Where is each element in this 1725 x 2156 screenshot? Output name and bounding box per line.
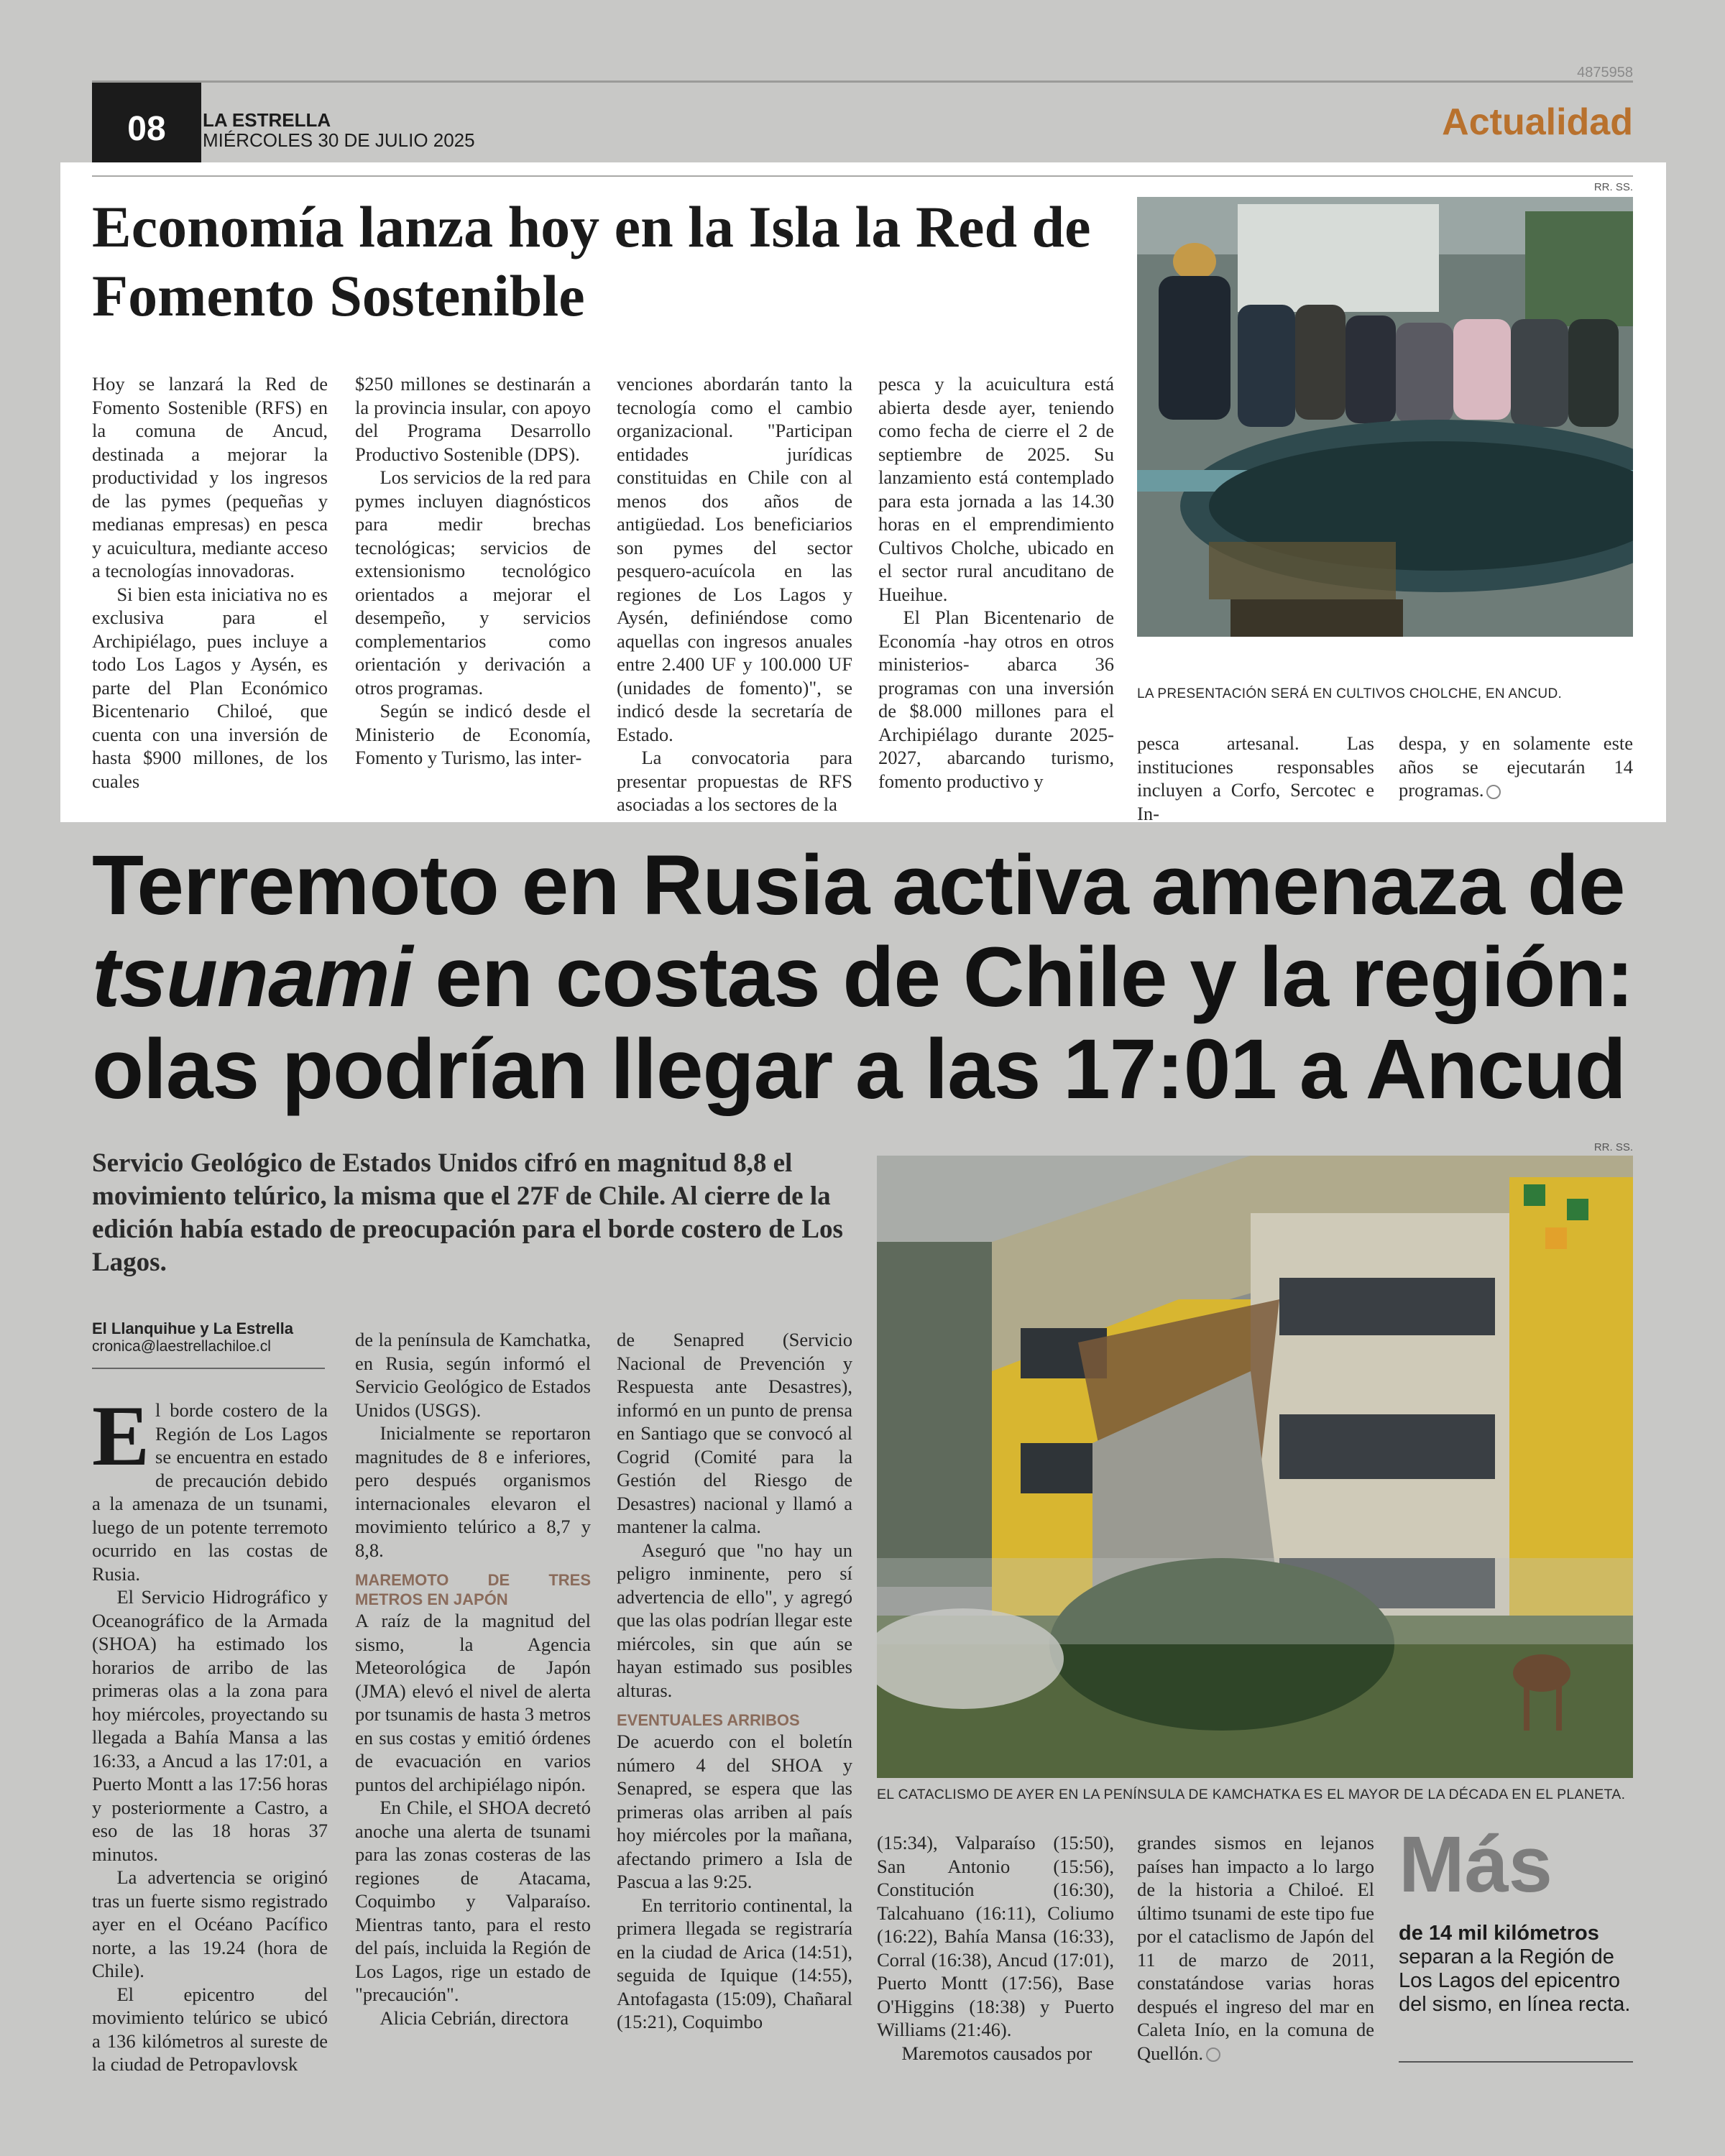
paragraph: En Chile, el SHOA decretó anoche una alerta de tsunami para las zonas costeras de las regiones de Atacama, Coquimbo y Valparaíso. Mientras tanto, para el resto del país, incluida la Región de Los Lagos, rige un estado de "precaución". bbox=[355, 1797, 591, 2005]
paragraph: La advertencia se originó tras un fuerte sismo registrado ayer en el Océano Pacífico norte, a las 19.24 (hora de Chile). bbox=[92, 1866, 328, 1981]
lead-text: l borde costero de la Región de Los Lagos se encuentra en estado de precaución debido a la amenaza de un tsunami, luego de un potente terremoto ocurrido en las costas de Rusia. bbox=[92, 1399, 328, 1585]
subheading: EVENTUALES ARRIBOS bbox=[617, 1711, 800, 1729]
paragraph: El Servicio Hidrográfico y Oceanográfico de la Armada (SHOA) ha estimado los horarios de arribo de las primeras olas a la zona para hoy miércoles, proyectando su llegada a Bahía Mansa a las 16:33, a Ancud a las 17:01, a Puerto Montt a las 17:56 horas y posteriormente a Castro, a eso de las 18 horas 37 minutos. bbox=[92, 1586, 328, 1865]
photo-people-at-fish-tank bbox=[1137, 197, 1633, 637]
article2-column-1 bbox=[92, 1388, 328, 2076]
end-mark-icon bbox=[1486, 785, 1501, 799]
article1-headline: Economía lanza hoy en la Isla la Red de Fomento Sostenible bbox=[92, 194, 1091, 328]
paragraph: Si bien esta iniciativa no es exclusiva para el Archipiélago, pues incluye a todo Los Lagos y Aysén, es parte del Plan Económico Bicentenario Chiloé, que cuenta con una inversión de hasta $900 millones, de los cuales bbox=[92, 583, 328, 792]
fact-box-title: Más bbox=[1399, 1820, 1552, 1909]
article1-photo-caption: LA PRESENTACIÓN SERÁ EN CULTIVOS CHOLCHE, EN ANCUD. bbox=[1137, 686, 1563, 701]
article2-column-4 bbox=[877, 1831, 1114, 2065]
paragraph-text: despa, y en solamente este años se ejecutarán 14 programas. bbox=[1399, 732, 1633, 801]
paragraph: pesca y la acuicultura está abierta desde ayer, teniendo como fecha de cierre el 2 de septiembre de 2025. Su lanzamiento está contemplado para esta jornada a las 14.30 horas en el emprendimiento Cultivos Cholche, ubicado en el sector rural ancuditano de Hueihue. bbox=[878, 373, 1114, 605]
paragraph: Alicia Cebrián, directora bbox=[380, 2007, 569, 2029]
byline-author: El Llanquihue y La Estrella bbox=[92, 1319, 293, 1337]
article1-column-3 bbox=[617, 372, 852, 816]
header-rule bbox=[92, 80, 1633, 83]
article2-deck: Servicio Geológico de Estados Unidos cifró en magnitud 8,8 el movimiento telúrico, la misma que el 27F de Chile. Al cierre de la edición había estado de preocupación para el borde costero de Los Lagos. bbox=[92, 1148, 843, 1277]
paragraph: Los servicios de la red para pymes incluyen diagnósticos para medir brechas tecnológicas; servicios de extensionismo tecnológico orientados a mejorar el desempeño, y servicios complementarios como orientación y derivación a otros programas. bbox=[355, 466, 591, 699]
paragraph: Maremotos causados por bbox=[901, 2042, 1092, 2064]
byline-email: cronica@laestrellachiloe.cl bbox=[92, 1338, 271, 1355]
fact-box-rule bbox=[1399, 2061, 1633, 2063]
article2-column-5 bbox=[1137, 1831, 1374, 2065]
paragraph: En territorio continental, la primera llegada se registraría en la ciudad de Arica (14:51), seguida de Iquique (14:55), Antofagasta (15:09), Chañaral (15:21), Coquimbo bbox=[617, 1894, 852, 2032]
drop-cap: E bbox=[92, 1388, 150, 1483]
lead-paragraph bbox=[92, 1388, 328, 1585]
photo-credit: RR. SS. bbox=[1593, 1141, 1633, 1153]
paragraph: Hoy se lanzará la Red de Fomento Sostenible (RFS) en la comuna de Ancud, destinada a mejorar la productividad y los ingresos de las pymes (pequeñas y medianas empresas) en pesca y acuicultura, mediante acceso a tecnologías innovadoras. bbox=[92, 373, 328, 581]
paragraph bbox=[1399, 732, 1633, 802]
paragraph: Inicialmente se reportaron magnitudes de 8 e inferiores, pero después organismos internacionales elevaron el movimiento telúrico a 8,7 y 8,8. bbox=[355, 1422, 591, 1561]
page-code: 4875958 bbox=[1577, 65, 1633, 80]
headline-part: Terremoto en Rusia activa amenaza de bbox=[92, 838, 1625, 933]
fact-box-figure: de 14 mil kilómetros bbox=[1399, 1922, 1599, 1945]
paragraph bbox=[1137, 1831, 1374, 2065]
page-number: 08 bbox=[92, 83, 201, 175]
article1-photo bbox=[1137, 197, 1633, 637]
paragraph: venciones abordarán tanto la tecnología como el cambio organizacional. "Participan entidades jurídicas constituidas en Chile con al menos dos años de antigüedad. Los beneficiarios son pymes del sector pesquero-acuícola en las regiones de Los Lagos y Aysén, definiéndose como aquellas con ingresos anuales entre 2.400 UF y 100.000 UF (unidades de fomento)", se indicó desde la secretaría de Estado. bbox=[617, 373, 852, 745]
paragraph: Según se indicó desde el Ministerio de Economía, Fomento y Turismo, las inter- bbox=[355, 700, 591, 768]
paragraph: La convocatoria para presentar propuestas de RFS asociadas a los sectores de la bbox=[617, 747, 852, 815]
paragraph: (15:34), Valparaíso (15:50), San Antonio (15:56), Constitución (16:30), Talcahuano (16:11), Coliumo (16:22), Bahía Mansa (16:33), Corral (16:38), Ancud (17:01), Puerto Montt (17:56), Base O'Higgins (18:38) y Puerto Williams (21:46). bbox=[877, 1832, 1114, 2040]
article1-column-6 bbox=[1399, 732, 1633, 802]
fact-box-text bbox=[1399, 1922, 1633, 2017]
paragraph: $250 millones se destinarán a la provincia insular, con apoyo del Programa Desarrollo Productivo Sostenible (DPS). bbox=[355, 373, 591, 465]
paragraph: de Senapred (Servicio Nacional de Prevención y Respuesta ante Desastres), informó en un punto de prensa en Santiago que se convocó al Cogrid (Comité para la Gestión del Riesgo de Desastres) nacional y llamó a mantener la calma. bbox=[617, 1329, 852, 1537]
article1-column-2 bbox=[355, 372, 591, 770]
paragraph: A raíz de la magnitud del sismo, la Agencia Meteorológica de Japón (JMA) elevó el nivel de alerta por tsunamis de hasta 3 metros en sus costas y emitió órdenes de evacuación en varios puntos del archipiélago nipón. bbox=[355, 1610, 591, 1795]
headline-italic: tsunami bbox=[92, 930, 413, 1025]
article1-column-1 bbox=[92, 372, 328, 793]
issue-date: MIÉRCOLES 30 DE JULIO 2025 bbox=[203, 129, 475, 151]
paragraph: El epicentro del movimiento telúrico se ubicó a 136 kilómetros al sureste de la ciudad de Petropavlovsk bbox=[92, 1983, 328, 2075]
article2-photo bbox=[877, 1156, 1633, 1778]
article2-headline bbox=[92, 839, 1644, 1115]
article2-photo-caption: EL CATACLISMO DE AYER EN LA PENÍNSULA DE KAMCHATKA ES EL MAYOR DE LA DÉCADA EN EL PLANETA. bbox=[877, 1787, 1626, 1802]
paragraph: De acuerdo con el boletín número 4 del SHOA y Senapred, se espera que las primeras olas arriben al país hoy miércoles por la mañana, afectando primero a Isla de Pascua a las 9:25. bbox=[617, 1731, 852, 1892]
section-title: Actualidad bbox=[1442, 101, 1633, 143]
photo-credit: RR. SS. bbox=[1593, 181, 1633, 193]
article2-column-3 bbox=[617, 1328, 852, 2034]
subheading: MAREMOTO DE TRES METROS EN JAPÓN bbox=[355, 1571, 591, 1608]
fact-box-description: separan a la Región de Los Lagos del epicentro del sismo, en línea recta. bbox=[1399, 1945, 1631, 2016]
article1-column-5 bbox=[1137, 732, 1374, 825]
article1-column-4 bbox=[878, 372, 1114, 793]
paragraph: de la península de Kamchatka, en Rusia, según informó el Servicio Geológico de Estados Unidos (USGS). bbox=[355, 1329, 591, 1421]
headline-part: en costas de Chile y la región: olas podrían llegar a las 17:01 a Ancud bbox=[92, 930, 1634, 1117]
article2-column-2 bbox=[355, 1328, 591, 2030]
paragraph: El Plan Bicentenario de Economía -hay otros en otros ministerios- abarca 36 programas con una inversión de $8.000 millones para el Archipiélago durante 2025-2027, abarcando turismo, fomento productivo y bbox=[878, 607, 1114, 792]
paragraph-text: grandes sismos en lejanos países han impacto a lo largo de la historia a Chiloé. El último tsunami de este tipo fue por el cataclismo de Japón del 11 de marzo de 2011, constatándose varias horas después el ingreso del mar en Caleta Inío, en la comuna de Quellón. bbox=[1137, 1832, 1374, 2064]
newspaper-name: LA ESTRELLA bbox=[203, 109, 331, 131]
end-mark-icon bbox=[1206, 2047, 1220, 2062]
byline-rule bbox=[92, 1368, 325, 1369]
paragraph: pesca artesanal. Las instituciones responsables incluyen a Corfo, Sercotec e In- bbox=[1137, 732, 1374, 824]
paragraph: Aseguró que "no hay un peligro inminente, pero sí advertencia de ello", y agregó que las olas podrían llegar este miércoles, sin que aún se hayan estimado sus posibles alturas. bbox=[617, 1539, 852, 1701]
article-rule bbox=[92, 175, 1633, 177]
photo-damaged-building bbox=[877, 1156, 1633, 1778]
